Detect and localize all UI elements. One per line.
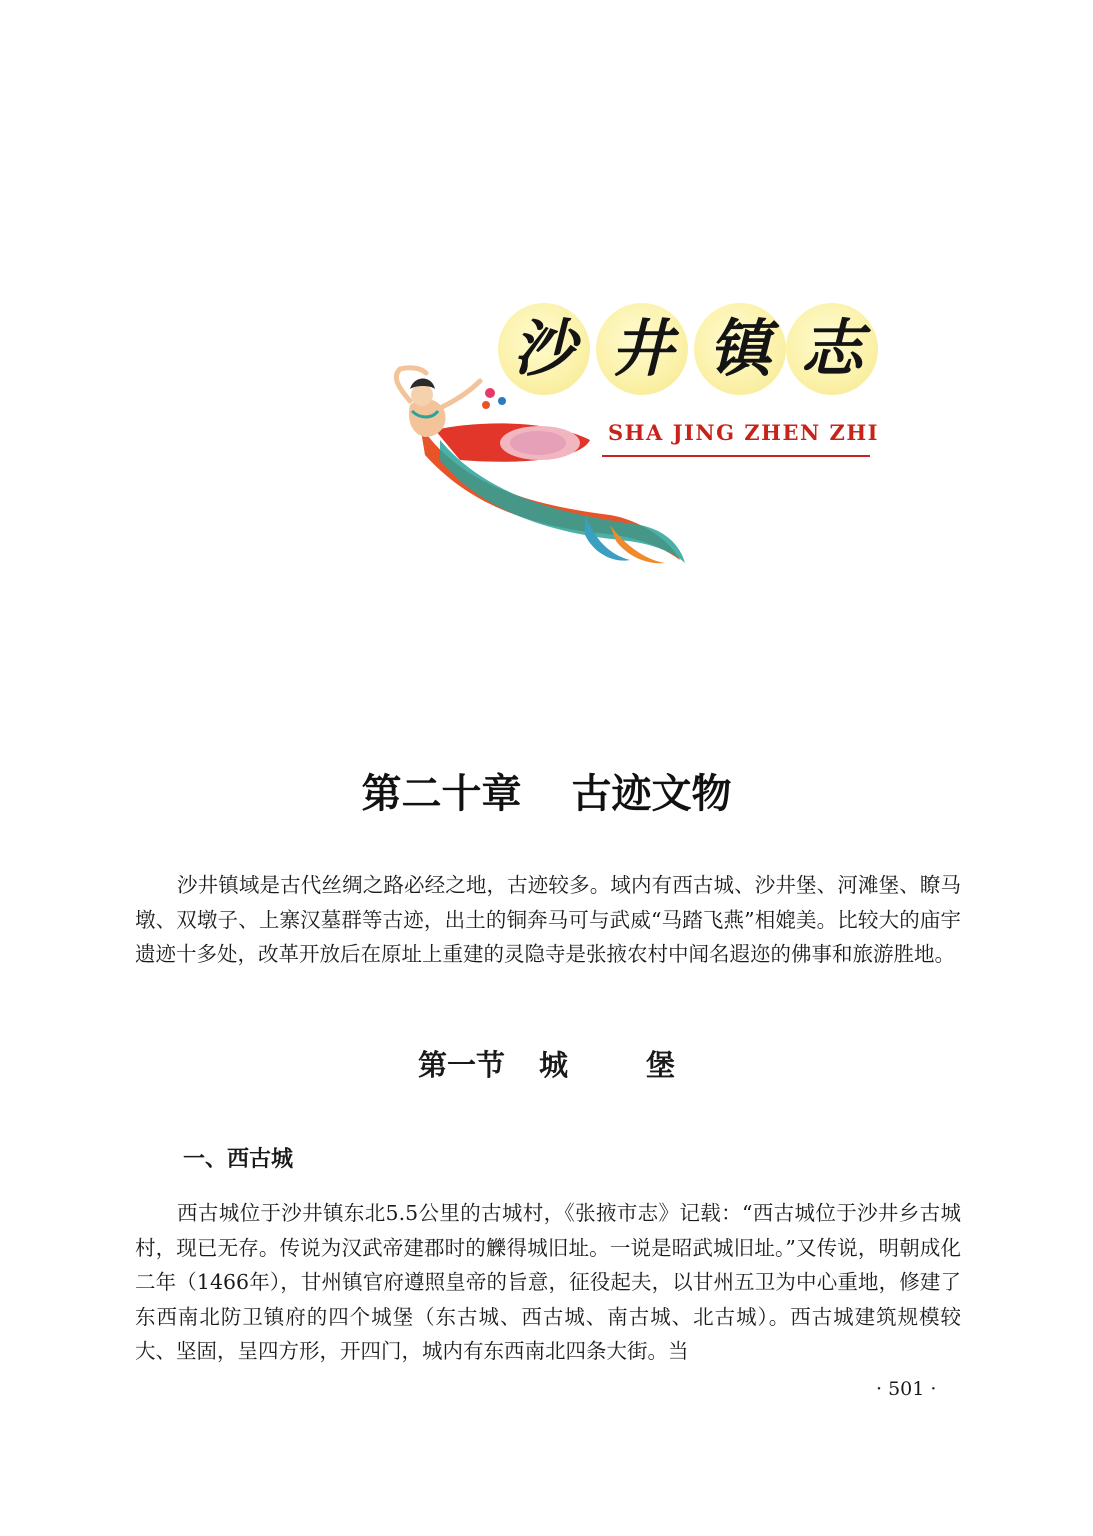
title-char: 志: [800, 312, 863, 385]
book-emblem: [380, 295, 880, 565]
chapter-title: [0, 762, 1093, 819]
chapter-number: 第二十章: [361, 771, 522, 817]
title-disc: [786, 303, 878, 395]
title-disc: [498, 303, 590, 395]
chapter-name: 古迹文物: [571, 771, 732, 817]
body-paragraph: 西古城位于沙井镇东北5.5公里的古城村，《张掖市志》记载：“西古城位于沙井乡古城村，现已无存。传说为汉武帝建郡时的觻得城旧址。一说是昭武城旧址。”又传说，明朝成化二年（1466年），甘州镇官府遵照皇帝的旨意，征役起夫，以甘州五卫为中心重地，修建了东西南北防卫镇府的四个城堡（东古城、西古城、南古城、北古城）。西古城建筑规模较大、坚固，呈四方形，开四门，城内有东西南北四条大街。当: [135, 1201, 961, 1363]
intro-paragraph: 沙井镇域是古代丝绸之路必经之地，古迹较多。域内有西古城、沙井堡、河滩堡、瞭马墩、双墩子、上寨汉墓群等古迹，出土的铜奔马可与武威“马踏飞燕”相媲美。比较大的庙宇遗迹十多处，改革开放后在原址上重建的灵隐寺是张掖农村中闻名遐迩的佛事和旅游胜地。: [135, 873, 961, 966]
page-number: · 501 ·: [876, 1378, 937, 1400]
pinyin-underline: [602, 455, 870, 457]
title-disc: [694, 303, 786, 395]
apsara-illustration: [380, 365, 690, 565]
section-name-part: 堡: [646, 1048, 676, 1082]
title-char: 沙: [512, 312, 575, 385]
section-title: [0, 1043, 1093, 1084]
section-number: 第一节: [417, 1048, 505, 1082]
book-title: [498, 295, 878, 390]
title-char: 井: [610, 312, 673, 385]
title-disc: [596, 303, 688, 395]
book-title-pinyin: SHA JING ZHEN ZHI: [608, 420, 879, 445]
title-char: 镇: [708, 312, 771, 385]
section-name-part: 城: [538, 1048, 568, 1082]
subsection-title: 一、西古城: [183, 1147, 294, 1172]
